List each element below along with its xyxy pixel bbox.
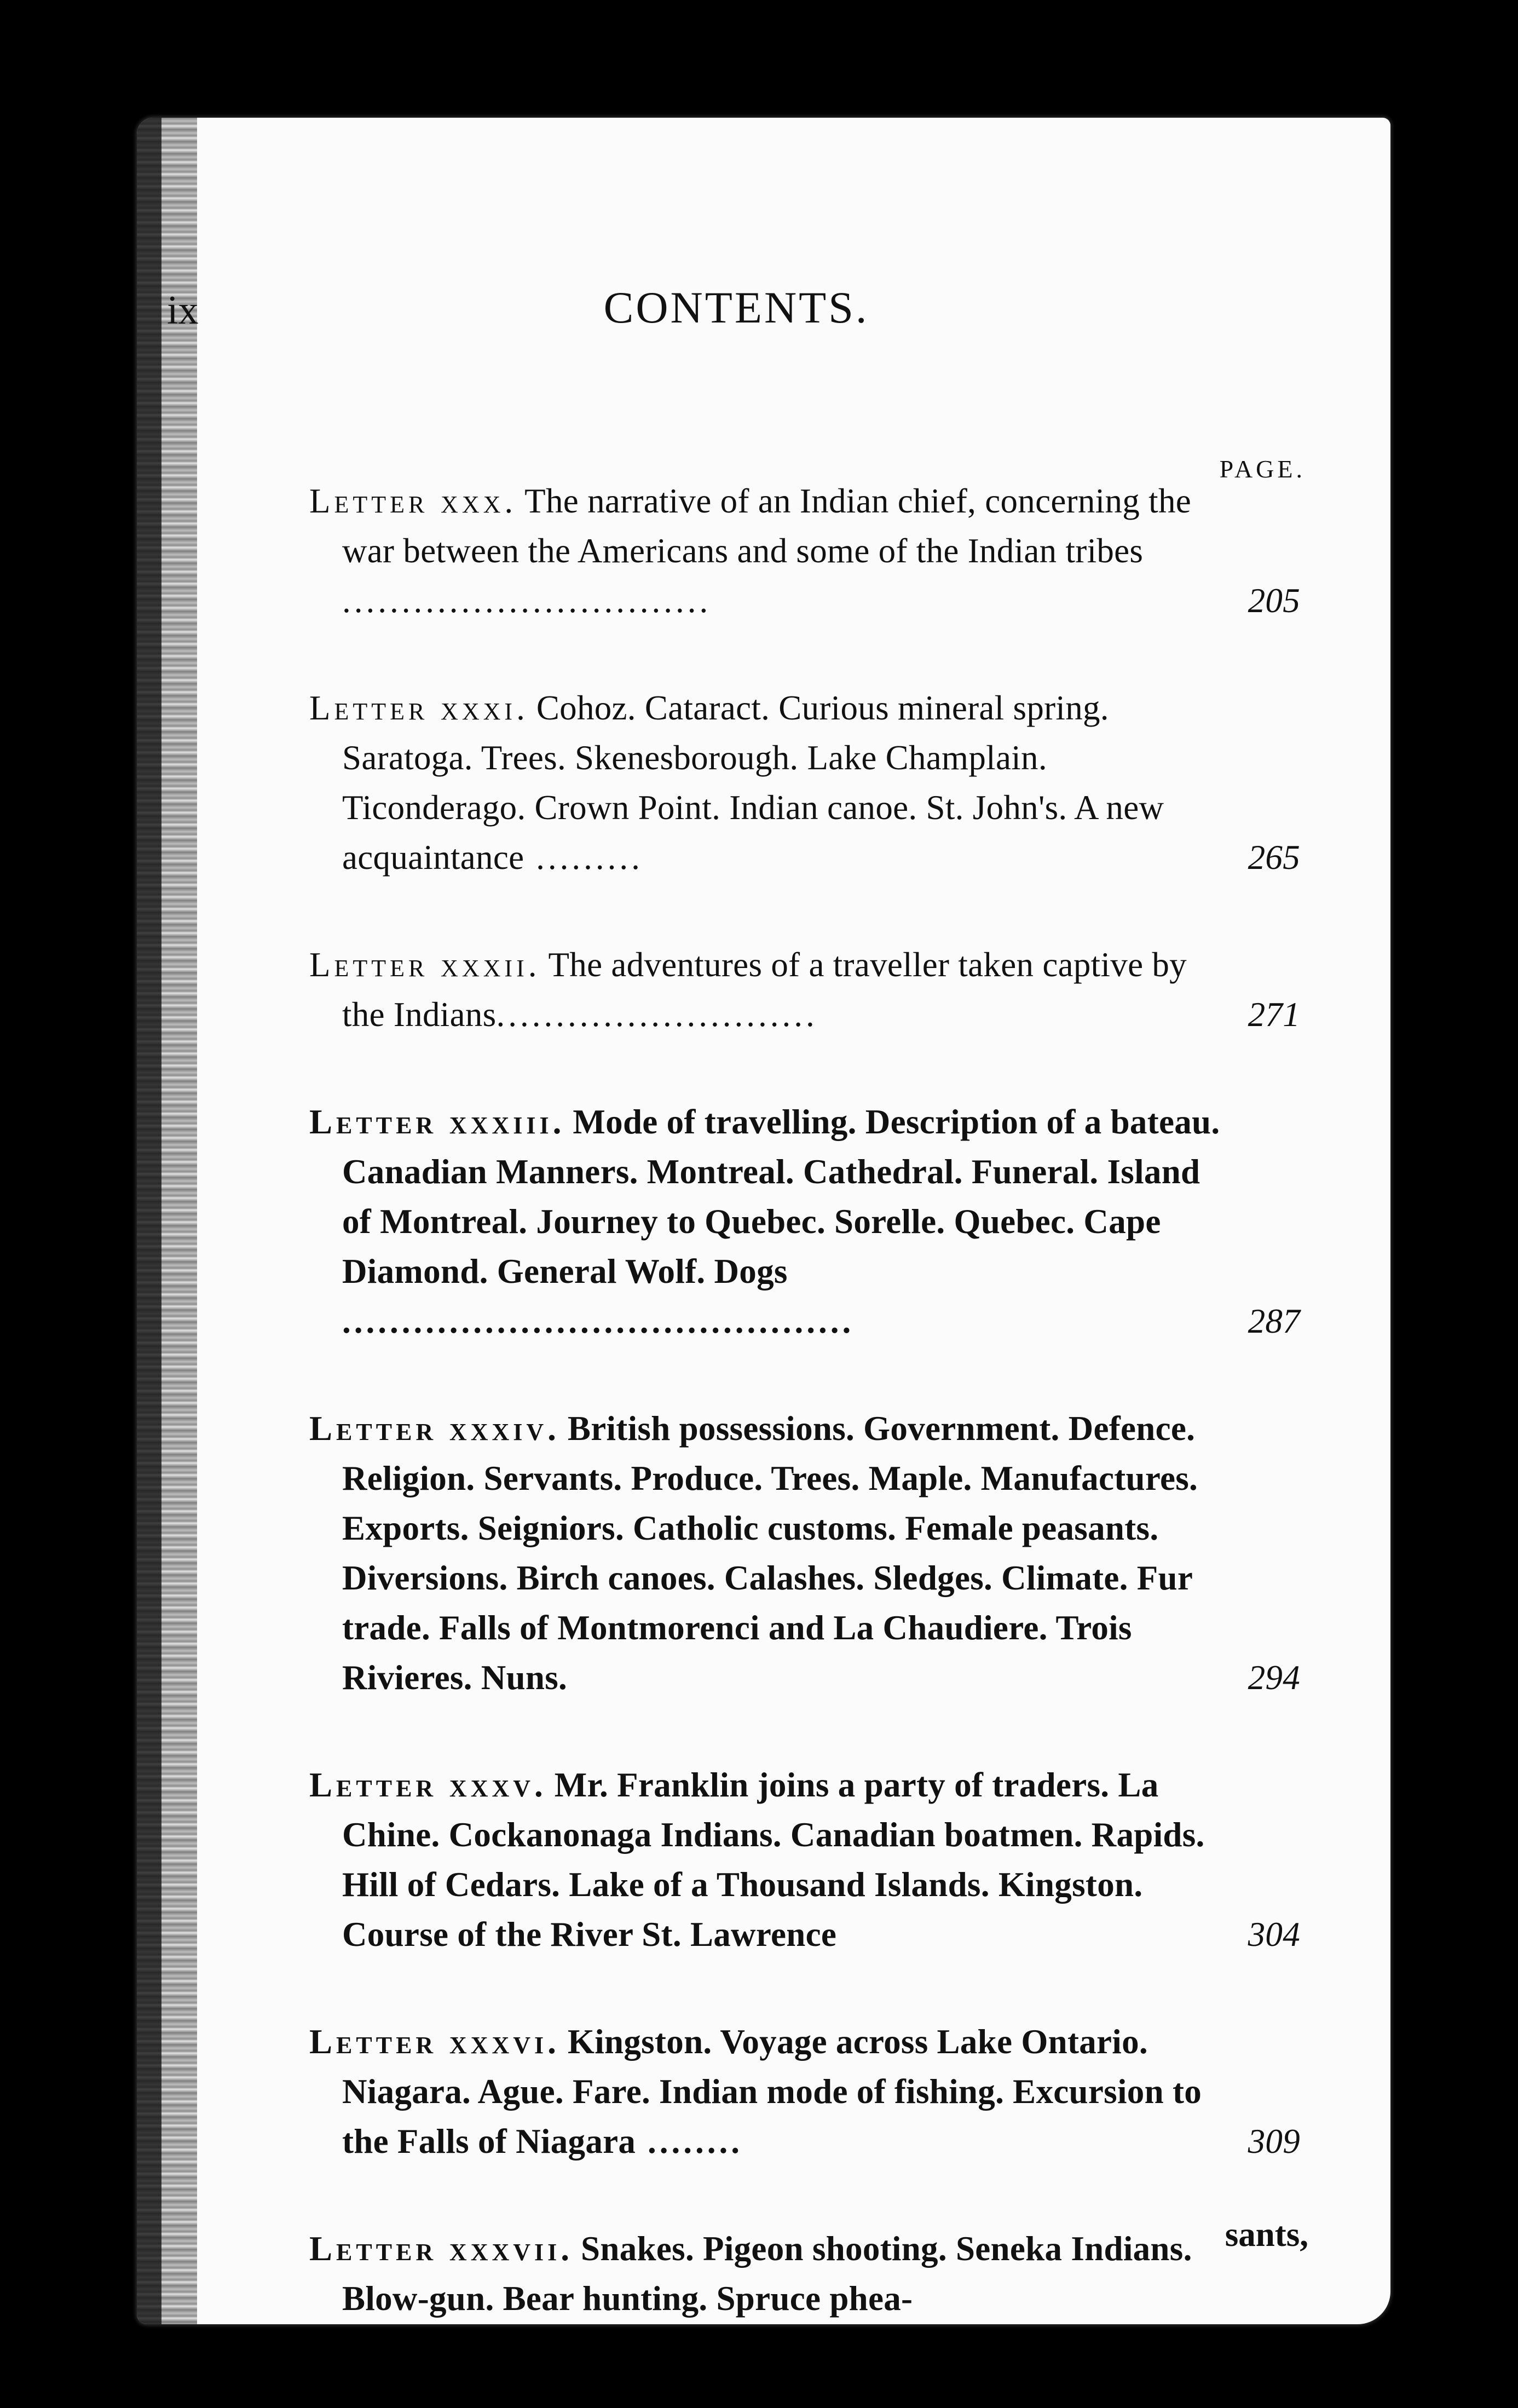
- letter-number: Letter xxxii.: [309, 946, 541, 984]
- contents-entry: [309, 2017, 1300, 2167]
- letter-number: Letter xxxi.: [309, 689, 529, 727]
- contents-entry: [309, 1760, 1300, 1960]
- contents-entry: [309, 1404, 1300, 1703]
- entry-page-number: 265: [1248, 838, 1300, 877]
- letter-number: Letter xxxiii.: [309, 1103, 565, 1141]
- entry-description: Snakes. Pigeon shooting. Seneka Indians. Blow-gun. Bear hunting. Spruce phea-: [342, 2230, 1192, 2318]
- entry-page-number: 294: [1248, 1658, 1300, 1697]
- page-title: CONTENTS.: [603, 283, 869, 332]
- entry-description: Cohoz. Cataract. Curious mineral spring. Saratoga. Trees. Skenesborough. Lake Champlain. Ticonderago. Crown Point. Indian canoe. St. John's. A new acquaintance: [342, 689, 1164, 877]
- contents-entry: [309, 476, 1300, 626]
- page-column-label: PAGE.: [1219, 455, 1306, 483]
- entry-description: Kingston. Voyage across Lake Ontario. Niagara. Ague. Fare. Indian mode of fishing. Excursion to the Falls of Niagara: [342, 2023, 1202, 2161]
- book-page: [137, 118, 1390, 2324]
- entry-description: Mode of travelling. Description of a bateau. Canadian Manners. Montreal. Cathedral. Funeral. Island of Montreal. Journey to Quebec. Sorelle. Quebec. Cape Diamond. General Wolf. Dogs: [342, 1103, 1220, 1291]
- spine-edge: [137, 118, 161, 2324]
- letter-number: Letter xxxiv.: [309, 1409, 560, 1448]
- entry-page-number: 287: [1248, 1302, 1300, 1340]
- entry-page-number: 205: [1248, 581, 1300, 620]
- contents-entry: [309, 940, 1300, 1040]
- letter-number: Letter xxxvi.: [309, 2023, 560, 2061]
- letter-number: Letter xxxvii.: [309, 2230, 574, 2268]
- entry-page-number: 309: [1248, 2122, 1300, 2161]
- contents-entry: [309, 1097, 1300, 1346]
- catchword: sants,: [1225, 2215, 1308, 2254]
- entry-page-number: 271: [1248, 995, 1300, 1034]
- contents-entry: [309, 683, 1300, 883]
- dot-leader: ...........................................: [342, 1302, 855, 1340]
- letter-number: Letter xxxv.: [309, 1766, 547, 1804]
- page-number: ix: [167, 288, 199, 333]
- dot-leader: .........: [524, 838, 643, 877]
- entry-description: Mr. Franklin joins a party of traders. La Chine. Cockanonaga Indians. Canadian boatmen. Rapids. Hill of Cedars. Lake of a Thousand Islands. Kingston. Course of the River St. Lawrence: [342, 1766, 1205, 1954]
- entry-page-number: 304: [1248, 1915, 1300, 1954]
- letter-number: Letter xxx.: [309, 482, 517, 520]
- dot-leader: ...............................: [342, 581, 712, 620]
- entry-description: The adventures of a traveller taken captive by the Indians: [342, 946, 1187, 1034]
- entry-description: British possessions. Government. Defence. Religion. Servants. Produce. Trees. Maple. Manufactures. Exports. Seigniors. Catholic customs. Female peasants. Diversions. Birch canoes. Calashes. Sledges. Climate. Fur trade. Falls of Montmorenci and La Chaudiere. Trois Rivieres. Nuns.: [342, 1409, 1198, 1697]
- entry-description: The narrative of an Indian chief, concerning the war between the Americans and some of the Indian tribes: [342, 482, 1192, 570]
- contents-entry: [309, 2224, 1229, 2324]
- dot-leader: ........: [636, 2122, 743, 2161]
- contents-list: [309, 476, 1300, 2381]
- dot-leader: ...........................: [496, 995, 818, 1034]
- running-head: [167, 282, 1306, 348]
